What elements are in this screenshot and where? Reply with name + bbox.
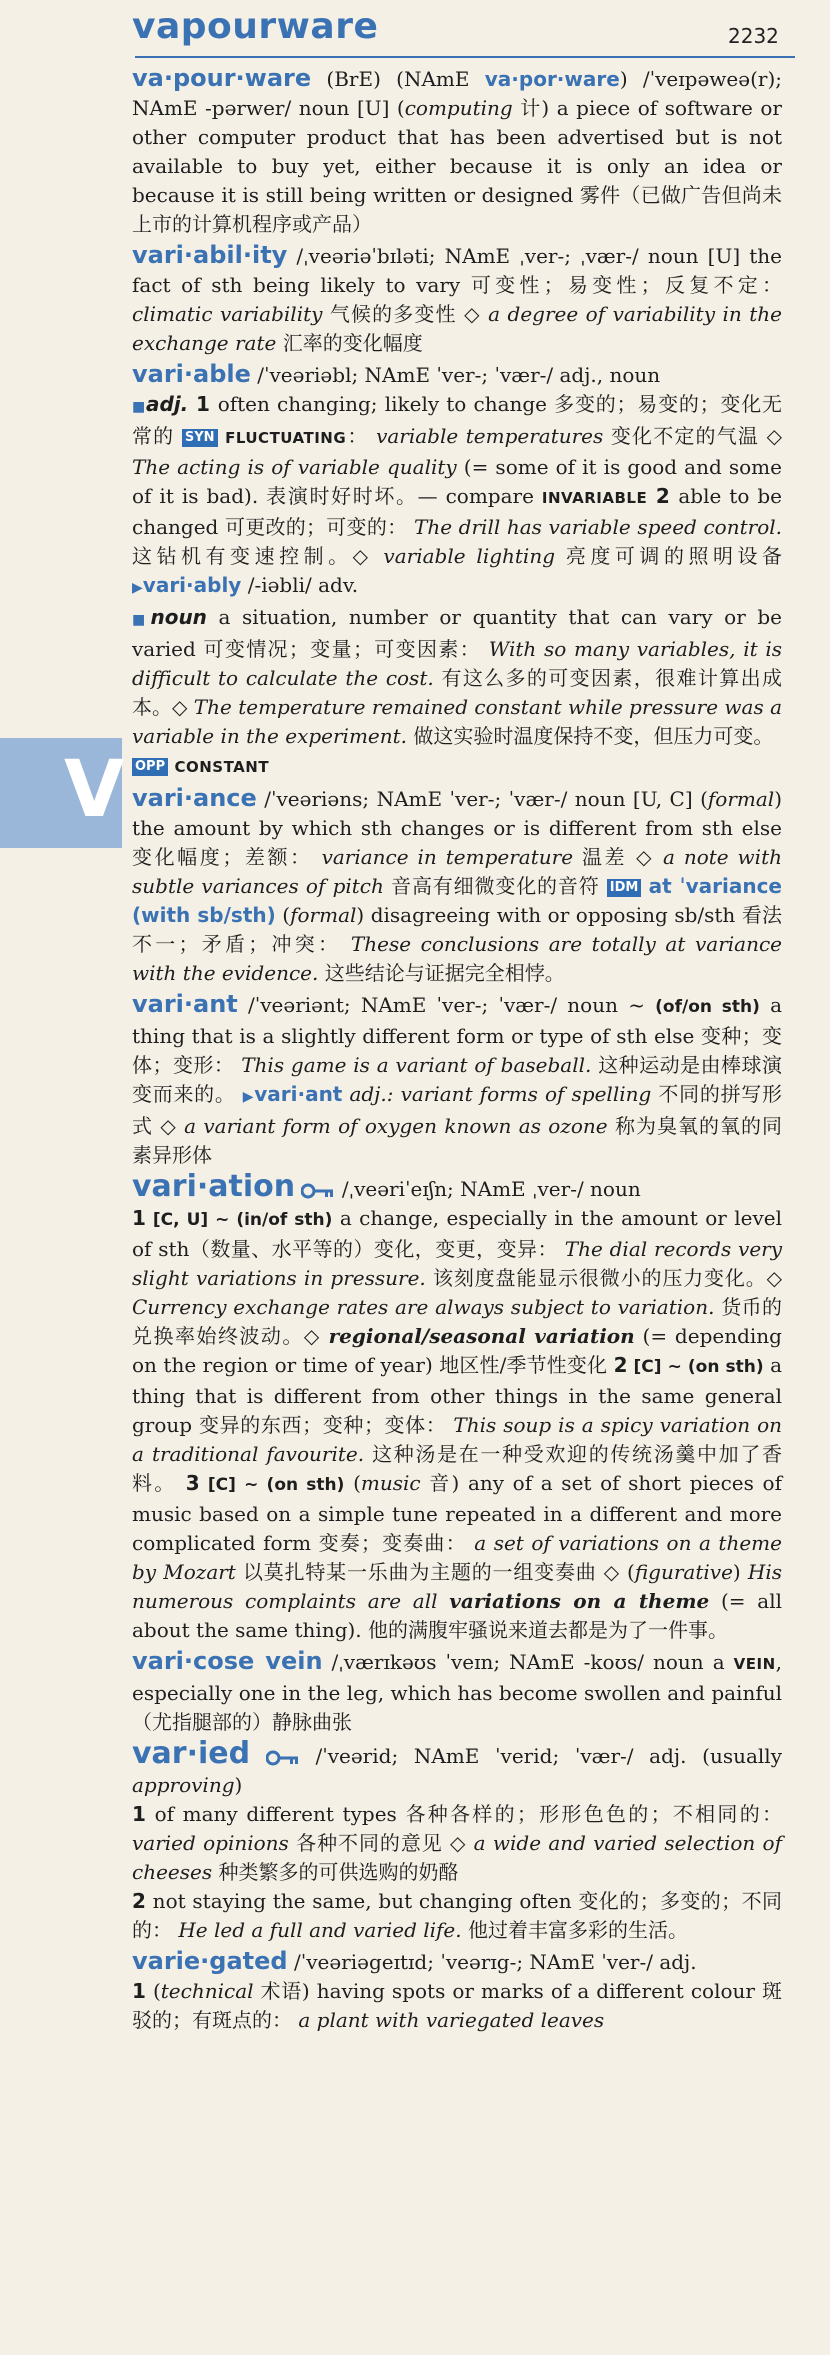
headword: vari·ant [132, 990, 238, 1018]
headword: vari·ation [132, 1169, 296, 1204]
key-word-icon [266, 1750, 300, 1766]
us-spelling: va·por·ware [484, 67, 620, 91]
derivative: vari·ant [254, 1082, 343, 1106]
headword: vari·abil·ity [132, 241, 288, 269]
sense-adj: ■adj. 1 often changing; likely to change 多变的；易变的；变化无常的 SYN FLUCTUATING： variable temperatures 变化不定的气温 ◇ The acting is of variable quality (= some of it is good and some of it is bad). 表演时好时坏。— compare INVARIABLE 2 able to be changed 可更改的；可变的： The drill has variable speed control. 这钻机有变速控制。◇ variable lighting 亮度可调的照明设备 ▶vari·ably /-iəbli/ adv. [132, 392, 783, 597]
synonym-word: FLUCTUATING [225, 429, 347, 447]
example: The acting is of variable quality [132, 455, 457, 479]
example: variant forms of spelling [400, 1082, 652, 1106]
example: a plant with variegated leaves [292, 2008, 605, 2032]
example: variable lighting [383, 544, 556, 568]
example: a variant form of oxygen known as ozone [184, 1114, 608, 1138]
example: a set of variations on a theme by Mozart [132, 1531, 782, 1584]
thumb-index-tab [0, 738, 125, 848]
headword: vari·cose vein [132, 1647, 323, 1675]
usage-label: technical [160, 1979, 254, 2003]
derivative: vari·ably [142, 573, 242, 597]
sense-1: 1 of many different types 各种各样的；形形色色的；不相同的： varied opinions 各种不同的意见 ◇ a wide and varied selection of cheeses 种类繁多的可供选购的奶酪 [132, 1802, 782, 1884]
entry-varicose-vein: vari·cose vein /ˌværɪkəʊs ˈveɪn; NAmE -koʊs/ noun a VEIN, especially one in the leg, which has become swollen and painful（尤指腿部的）静脉曲张 [132, 1647, 782, 1734]
example: variable temperatures [368, 424, 604, 448]
example: This soup is a spicy variation on a traditional favourite. [132, 1413, 782, 1466]
headword: varie·gated [132, 1947, 288, 1975]
grammar-pattern: [C] ~ (on sth) [627, 1357, 764, 1377]
grammar-pattern: [C, U] ~ (in/of sth) [145, 1210, 333, 1230]
example: The temperature remained constant while pressure was a variable in the experiment. [132, 695, 782, 748]
key-word-icon [301, 1183, 335, 1199]
usage-label: approving [132, 1773, 235, 1797]
example: a note with subtle variances of pitch [132, 845, 782, 898]
usage-label: computing [404, 96, 513, 120]
page-header [0, 0, 830, 60]
header-rule [135, 56, 795, 58]
example: With so many variables, it is difficult to calculate the cost. [132, 637, 782, 690]
square-bullet-icon: ■ [132, 612, 151, 628]
guide-word: vapourware [132, 6, 379, 47]
headword: va·pour·ware [132, 64, 312, 92]
sense-1: 1 (technical 术语) having spots or marks of a different colour 斑驳的；有斑点的： a plant with variegated leaves [132, 1979, 782, 2032]
opp-badge: OPP [132, 758, 168, 776]
usage-label: formal [707, 787, 775, 811]
entry-variance: vari·ance /ˈveəriəns; NAmE ˈver-; ˈvær-/ noun [U, C] (formal) the amount by which sth changes or is different from sth else 变化幅度；差额： variance in temperature 温差 ◇ a note with subtle variances of pitch 音高有细微变化的音符 IDM at ˈvariance (with sb/sth) (formal) disagreeing with or opposing sb/sth 看法不一；矛盾；冲突： These conclusions are totally at variance with the evidence. 这些结论与证据完全相悖。 [132, 784, 783, 985]
example: climatic variability [132, 302, 323, 326]
usage-label: figurative [634, 1560, 733, 1584]
entry-varied: var·ied /ˈveərid; NAmE ˈverid; ˈvær-/ adj. (usually approving) 1 of many different types 各种各样的；形形色色的；不相同的： varied opinions 各种不同的意见 ◇ a wide and varied selection of cheeses 种类繁多的可供选购的奶酪 2 not staying the same, but changing often 变化的；多变的；不同的： He led a full and varied life. 他过着丰富多彩的生活。 [132, 1739, 782, 1945]
entry-variegated: varie·gated /ˈveəriəgeɪtɪd; ˈveərɪg-; NAmE ˈver-/ adj. 1 (technical 术语) having spots or marks of a different colour 斑驳的；有斑点的： a plant with variegated leaves [132, 1947, 782, 2035]
sense-noun: ■noun a situation, number or quantity that can vary or be varied 可变情况；变量；可变因素： With so many variables, it is difficult to calculate the cost. 有这么多的可变因素，很难计算出成本。◇ The temperature remained constant while pressure was a variable in the experiment. 做这实验时温度保持不变，但压力可变。 OPP CONSTANT [132, 603, 782, 782]
example: His numerous complaints are all [132, 1560, 782, 1613]
example: varied opinions [132, 1831, 289, 1855]
headword: vari·ance [132, 784, 257, 812]
example: variance in temperature [312, 845, 574, 869]
opposite-line [132, 751, 782, 782]
idiom-phrase: at ˈvariance (with sb/sth) [132, 874, 782, 927]
entry-variant: vari·ant /ˈveəriənt; NAmE ˈver-; ˈvær-/ noun ~ (of/on sth) a thing that is a slightly different form or type of sth else 变种；变体；变形： This game is a variant of baseball. 这种运动是由棒球演变而来的。 ▶vari·ant adj.: variant forms of spelling 不同的拼写形式 ◇ a variant form of oxygen known as ozone 称为臭氧的氧的同素异形体 [132, 990, 783, 1167]
sense-2: 2 not staying the same, but changing often 变化的；多变的；不同的： He led a full and varied life. 他过着丰富多彩的生活。 [132, 1889, 782, 1942]
headword: vari·able [132, 360, 251, 388]
sense-1: 1 [C, U] ~ (in/of sth) a change, especially in the amount or level of sth（数量、水平等的）变化，变更，变异： The dial records very slight variations in pressure. 该刻度盘能显示很微小的压力变化。◇ Currency exchange rates are always subject to variation. 货币的兑换率始终波动。◇ regional/seasonal variation (= depending on the region or time of year) 地区性/季节性变化 2 [C] ~ (on sth) a thing that is different from other things in the same general group 变异的东西；变种；变体： This soup is a spicy variation on a traditional favourite. 这种汤是在一种受欢迎的传统汤羹中加了香料。 3 [C] ~ (on sth) (music 音) any of a set of short pieces of music based on a simple tune repeated in a different and more complicated form 变奏；变奏曲： a set of variations on a theme by Mozart 以莫扎特某一乐曲为主题的一组变奏曲 ◇ (figurative) His numerous complaints are all variations on a theme (= all about the same thing). 他的满腹牢骚说来道去都是为了一件事。 [132, 1206, 783, 1642]
bold-example: variations on a theme [449, 1589, 710, 1613]
example: Currency exchange rates are always subject to variation. [132, 1295, 715, 1319]
headword: var·ied [132, 1736, 251, 1771]
square-bullet-icon: ■ [132, 399, 147, 415]
usage-label: music [360, 1471, 421, 1495]
pos-label: adj. [146, 392, 189, 416]
cross-ref-word: VEIN [733, 1655, 776, 1673]
derivative-arrow-icon: ▶ [242, 1089, 255, 1105]
example: He led a full and varied life. [172, 1918, 462, 1942]
entry-vapourware: va·pour·ware (BrE) (NAmE va·por·ware) /ˈveɪpəweə(r); NAmE -pərwer/ noun [U] (computing 计) a piece of software or other computer product that has been advertised but is not available to buy yet, either because it is only an idea or because it is still being written or designed 雾件（已做广告但尚未上市的计算机程序或产品） [132, 64, 782, 236]
bold-example: regional/seasonal variation [328, 1324, 635, 1348]
entry-variation: vari·ation /ˌveəriˈeɪʃn; NAmE ˌver-/ noun 1 [C, U] ~ (in/of sth) a change, especially in the amount or level of sth（数量、水平等的）变化，变更，变异： The dial records very slight variations in pressure. 该刻度盘能显示很微小的压力变化。◇ Currency exchange rates are always subject to variation. 货币的兑换率始终波动。◇ regional/seasonal variation (= depending on the region or time of year) 地区性/季节性变化 2 [C] ~ (on sth) a thing that is different from other things in the same general group 变异的东西；变种；变体： This soup is a spicy variation on a traditional favourite. 这种汤是在一种受欢迎的传统汤羹中加了香料。 3 [C] ~ (on sth) (music 音) any of a set of short pieces of music based on a simple tune repeated in a different and more complicated form 变奏；变奏曲： a set of variations on a theme by Mozart 以莫扎特某一乐曲为主题的一组变奏曲 ◇ (figurative) His numerous complaints are all variations on a theme (= all about the same thing). 他的满腹牢骚说来道去都是为了一件事。 [132, 1172, 782, 1645]
page-number: 2232 [728, 24, 779, 48]
entry-variability: vari·abil·ity /ˌveəriəˈbɪləti; NAmE ˌver-; ˌvær-/ noun [U] the fact of sth being likely to vary 可变性；易变性；反复不定： climatic variability 气候的多变性 ◇ a degree of variability in the exchange rate 汇率的变化幅度 [132, 241, 783, 355]
usage-label: formal [290, 903, 357, 927]
example: The drill has variable speed control. [407, 515, 782, 539]
syn-badge: SYN [182, 429, 218, 447]
opposite-word: CONSTANT [174, 758, 270, 776]
example: The dial records very slight variations in pressure. [132, 1237, 783, 1290]
grammar-pattern: (of/on sth) [655, 997, 760, 1017]
pos-label: noun [150, 605, 207, 629]
derivative-arrow-icon: ▶ [132, 580, 143, 596]
compare-word: INVARIABLE [541, 489, 648, 507]
example: a degree of variability in the exchange rate [132, 302, 783, 355]
grammar-pattern: [C] ~ (on sth) [199, 1475, 345, 1495]
example: This game is a variant of baseball. [234, 1053, 592, 1077]
dictionary-column [132, 64, 782, 2037]
thumb-tab-letter: V [64, 745, 125, 835]
idm-badge: IDM [607, 879, 642, 897]
example: a wide and varied selection of cheeses [132, 1831, 782, 1884]
example: These conclusions are totally at variance with the evidence. [132, 932, 783, 985]
entry-variable: vari·able /ˈveəriəbl; NAmE ˈver-; ˈvær-/ adj., noun ■adj. 1 often changing; likely to change 多变的；易变的；变化无常的 SYN FLUCTUATING： variable temperatures 变化不定的气温 ◇ The acting is of variable quality (= some of it is good and some of it is bad). 表演时好时坏。— compare INVARIABLE 2 able to be changed 可更改的；可变的： The drill has variable speed control. 这钻机有变速控制。◇ variable lighting 亮度可调的照明设备 ▶vari·ably /-iəbli/ adv. ■noun a situation, number or quantity that can vary or be varied 可变情况；变量；可变因素： With so many variables, it is difficult to calculate the cost. 有这么多的可变因素，很难计算出成本。◇ The temperature remained constant while pressure was a variable in the experiment. 做这实验时温度保持不变，但压力可变。 OPP CONSTANT [132, 360, 782, 782]
